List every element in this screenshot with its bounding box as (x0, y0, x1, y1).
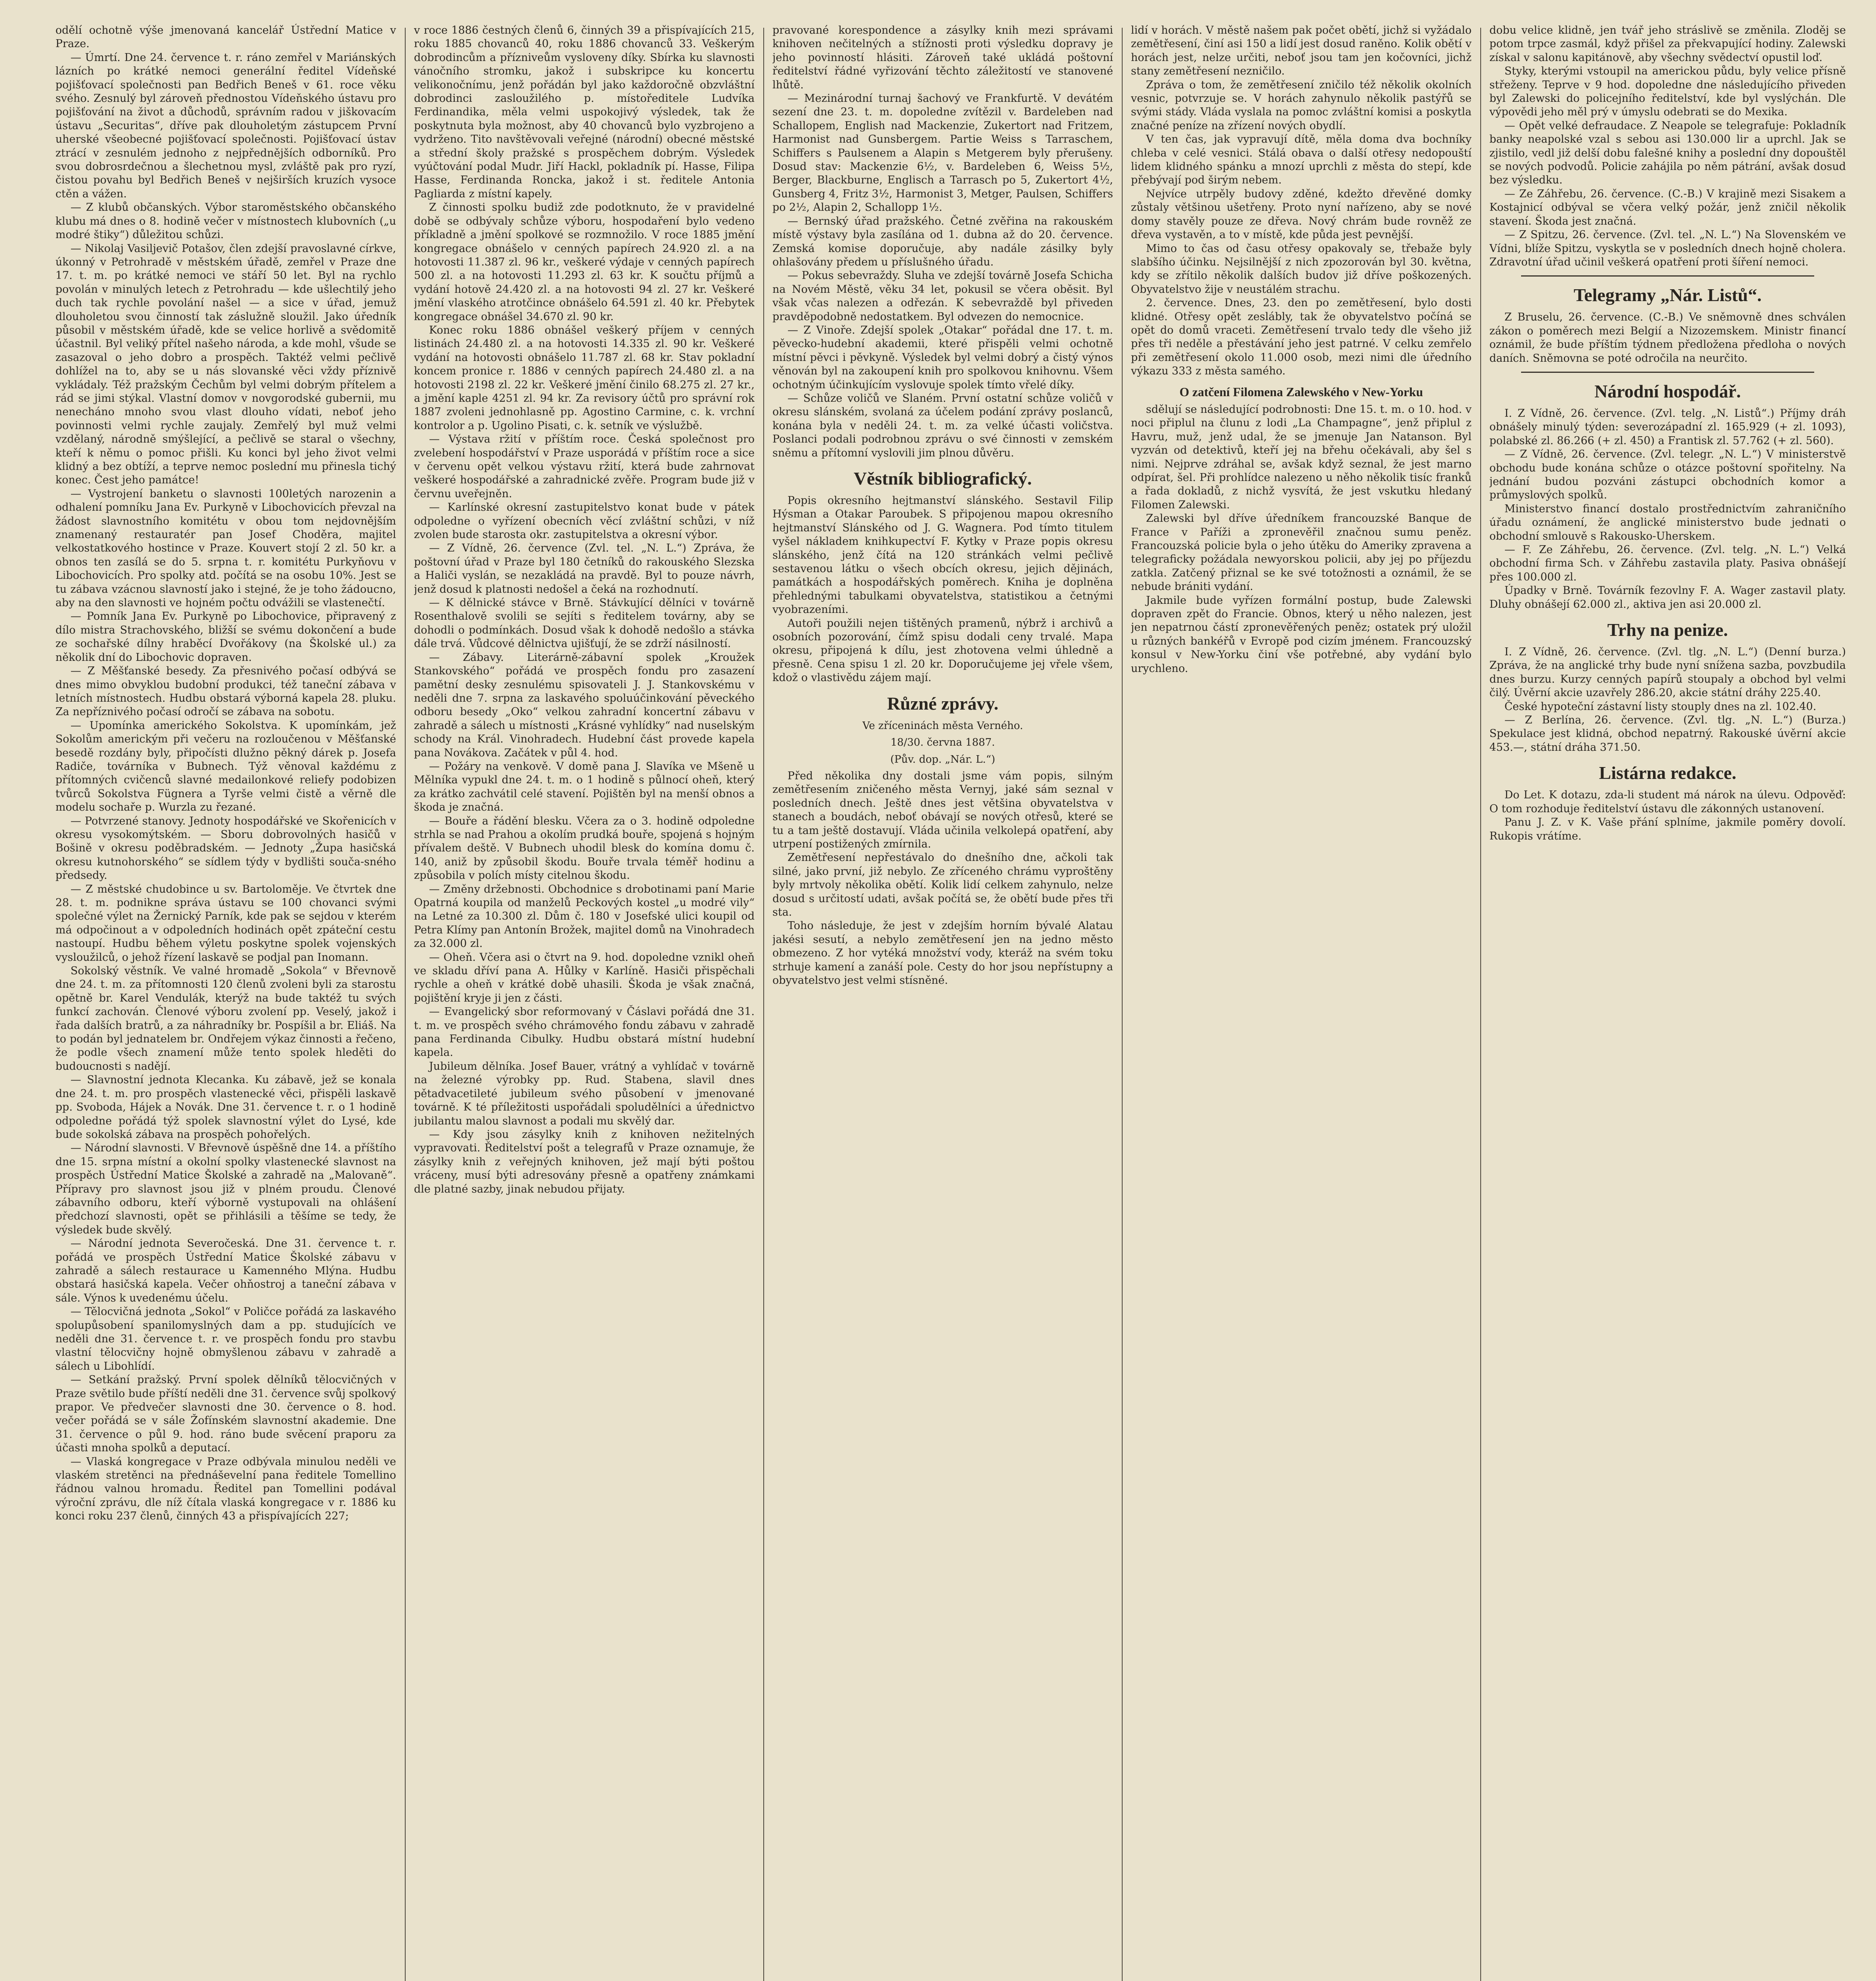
article-paragraph: Nejvíce utrpěly budovy zděné, kdežto dřevěné domky zůstaly většinou ušetřeny. Proto nyní nařízeno, aby se nové domy stavěly pouze ze dřeva. Nový chrám bude rovněž ze dřeva vystavěn, a to v místě, kde půda jest pevnější. (1131, 187, 1472, 241)
article-paragraph: — Z Berlína, 26. července. (Zvl. tlg. „N. L.“) (Burza.) Spekulace jest klidná, obchod nepatrný. Rakouské úvěrní akcie 453.—, státní dráha 371.50. (1489, 714, 1846, 754)
article-paragraph: — Výstava ržití v příštím roce. Česká společnost pro zvelebení hospodářství v Praze usporádá v příštím roce a sice v červenu opět velkou výstavu ržití, která bude zahrnovat veškeré hospodářské a zahradnické zvěře. Program bude již v červnu uveřejněn. (414, 433, 755, 500)
section-subheading: 18/30. června 1887. (890, 737, 995, 749)
article-paragraph: odělí ochotně výše jmenovaná kancelář Ústřední Matice v Praze. (55, 24, 396, 50)
article-paragraph: Toho následuje, že jest v zdejším horním bývalé Alatau jakési sesutí, a nebylo zemětřesení jen na jedno město obmezeno. Z hor vytéká množství vody, kteráž na svém toku strhuje kamení a zanáší pole. Cesty do hor jsou nepřístupny a obyvatelstvo jest velmi stísněné. (772, 920, 1113, 987)
section-heading: Věstník bibliografický. (854, 468, 1032, 489)
article-paragraph: — Z Měšťanské besedy. Za přesnivého počasí odbývá se dnes mimo obvyklou budobní produkci, též taneční zábava v letních místnostech. Hudbu obstará výborná kapela 28. pluku. Za nepříznivého počasí odročí se zábava na sobotu. (55, 665, 396, 718)
article-paragraph: — K dělnické stávce v Brně. Stávkující dělníci v továrně Rosenthalově svolili se sejíti s ředitelem továrny, aby se dohodli o podmínkách. Dosud však k dohodě nedošlo a stávka dále trvá. Vůdcové dělnictva ujišťují, že se zdrží násilností. (414, 597, 755, 650)
newspaper-page (55, 24, 1854, 1981)
article-paragraph: v roce 1886 čestných členů 6, činných 39 a přispívajících 215, roku 1885 chovanců 40, roku 1886 chovanců 33. Veškerým dobrodincům a přízniveům vysloveny díky. Sbírka ku slavnosti vánočního stromku, jakož i subskripce ku koncertu velikonočnímu, jenž pořádán byl jako každoročně obzvláštní dobrodinci zasloužilého p. místoředitele Ludvíka Ferdinandika, měla velmi uspokojivý výsledek, tak že poskytnuta byla možnost, aby 40 chovanců bylo vyzbrojeno a vydrženo. Tito navštěvovali veřejné (národní) obecné městské a střední školy pražské s prospěchem dobrým. Výsledek vyúčtování podal Mudr. Jiří Hackl, pokladník pí. Hasse, Filipa Hasse, Ferdinanda Roncka, jakož i st. ředitele Antonia Pagliarda z místní kapely. (414, 24, 755, 200)
article-paragraph: — Kdy jsou zásylky knih z knihoven nežitelných vypravovati. Ředitelství pošt a telegrafů v Praze oznamuje, že zásylky knih z veřejných knihoven, jež mají býti poštou vráceny, musí býti adresovány přesně a opatřeny známkami dle platné sazby, jinak nebudou přijaty. (414, 1128, 755, 1195)
column-rule (1480, 28, 1481, 1981)
article-paragraph: Před několika dny dostali jsme vám popis, silným zemětřesením zničeného města Vernyj, jaké sám seznal v posledních dnech. Ještě dnes jest většina obyvatelstva v stanech a boudách, neboť obávají se nových otřesů, které se tu a tam ještě dostavují. Vláda učinila velkolepá opatření, aby utrpení postižených zmírnila. (772, 769, 1113, 850)
section-heading: Různé zprávy. (887, 693, 999, 714)
section-subheading: (Pův. dop. „Nár. L.“) (890, 753, 995, 765)
article-paragraph: — Bouře a řádění blesku. Včera za o 3. hodině odpoledne strhla se nad Prahou a okolím prudká bouře, spojená s hojným přívalem deště. V Bubnech uhodil blesk do komína domu č. 140, aniž by způsobil škodu. Bouře trvala téměř hodinu a způsobila v polích místy citelnou škodu. (414, 815, 755, 882)
article-paragraph: — Potvrzené stanovy. Jednoty hospodářské ve Skořenicích v okresu vysokomýtském. — Sboru dobrovolných hasičů v Bošině v okresu poděbradském. — Jednoty „Župa hasičská okresu kutnohorského“ se sídlem týdy v bydlišti souča-sného předsedy. (55, 815, 396, 882)
article-paragraph: — Karlínské okresní zastupitelstvo konat bude v pátek odpoledne o vyřízení obecních věcí zvláštní schůzi, v níž zvolen bude starosta okr. zastupitelstva a okresní výbor. (414, 501, 755, 541)
article-paragraph: — Mezinárodní turnaj šachový ve Frankfurtě. V devátém sezení dne 23. t. m. dopoledne zvítězil v. Bardeleben nad Schallopem, English nad Mackenzie, Zukertort nad Fritzem, Harmonist nad Gunsbergem. Partie Weiss s Tarraschem, Schiffers s Paulsenem a Alapin s Metgerem byly přerušeny. Dosud stav: Mackenzie 6½, v. Bardeleben 6, Weiss 5½, Berger, Blackburne, Englisch a Tarrasch po 5, Zukertort 4½, Gunsberg 4, Fritz 3½, Harmonist 3, Metger, Paulsen, Schiffers po 2½, Alapin 2, Schallopp 1½. (772, 92, 1113, 214)
article-paragraph: — Z Vídně, 26. července. (Zvl. telegr. „N. L.“) V ministerstvě obchodu bude konána schůze o otázce poštovní spořitelny. Na jednání budou pozváni zástupci obchodních komor a průmyslových spolků. (1489, 448, 1846, 502)
article-paragraph: Úpadky v Brně. Továrník fezovlny F. A. Wager zastavil platy. Dluhy obnášejí 62.000 zl., aktiva jen asi 20.000 zl. (1489, 584, 1846, 611)
article-paragraph: — Z Vídně, 26. července (Zvl. tel. „N. L.“) Zpráva, že poštovní úřad v Praze byl 180 četníků do rakouského Slezska a Haliči vyslán, se nezakládá na pravdě. Byl to pouze návrh, jenž dosud k platnosti nedošel a čeká na rozhodnutí. (414, 542, 755, 595)
article-paragraph: — Z Spitzu, 26. července. (Zvl. tel. „N. L.“) Na Slovenském ve Vídni, blíže Spitzu, vyskytla se v posledních dnech hojně cholera. Zdravotní úřad učinil veškerá opatření proti šíření nemoci. (1489, 229, 1846, 268)
column-3 (772, 24, 1113, 1981)
article-paragraph: — Ze Záhřebu, 26. července. (C.-B.) V krajině mezi Sisakem a Kostajnicí odbýval se včera velký požár, jenž zničil několik stavení. Škoda jest značná. (1489, 187, 1846, 227)
article-paragraph: — Tělocvičná jednota „Sokol“ v Poličce pořádá za laskavého spolupůsobení spanilomyslných dam a pp. studujících ve neděli dne 31. července t. r. ve prospěch fondu pro stavbu vlastní tělocvičny hojně obmyšlenou zábavu v zahradě a sálech u Libohlídí. (55, 1305, 396, 1372)
article-paragraph: — Z Vinoře. Zdejší spolek „Otakar“ pořádal dne 17. t. m. pěvecko-hudební akademii, které přispěli velmi ochotně místní pěvci i pěvkyně. Výsledek byl velmi dobrý a čistý výnos věnován byl na zakoupení knih pro spolkovou knihovnu. Všem ochotným účinkujícím vyslovuje spolek tímto vřelé díky. (772, 324, 1113, 391)
section-heading: Národní hospodář. (1594, 381, 1741, 401)
article-paragraph: lidí v horách. V městě našem pak počet obětí, jichž si vyžádalo zemětřesení, činí asi 150 a lidí jest dosud raněno. Kolik obětí v horách jest, nelze určiti, neboť jsou tam jen kočovníci, jichž stany zemětřesení nezničilo. (1131, 24, 1472, 78)
article-paragraph: Autoři použili nejen tištěných pramenů, nýbrž i archivů a osobních pozorování, čímž spisu dodali ceny trvalé. Mapa okresu, připojená k dílu, jest zhotovena velmi úhledně a přesně. Cena spisu 1 zl. 20 kr. Doporučujeme jej vřele všem, kdož o vlastivědu zájem mají. (772, 617, 1113, 684)
section-subheading: Ve zříceninách města Verného. (862, 719, 1023, 732)
article-paragraph: — Nikolaj Vasiljevič Potašov, člen zdejší pravoslavné církve, úkonný v Petrohradě v městském úřadě, zemřel v Praze dne 17. t. m. po krátké nemoci ve stáří 50 let. Byl na rychlo povolán v minulých letech z Petrohradu — kde ušlechtilý jeho duch tak rychle povolání našel — a sice v úřad, jemuž dlouholetou svou činností tak záslužně sloužil. Jako úředník působil v městském úřadě, kde se velice horlivě a svědomitě účastnil. Byl veliký přítel našeho národa, a kde mohl, všude se zasazoval o jeho dobro a prospěch. Taktéž velmi pečlivě dohlížel na to, aby se u nás slovanské věci vždy příznivě vykládaly. Též pražským Čechům byl velmi dobrým přítelem a rád se jimi stýkal. Vlastní domov v novgorodské gubernii, mu nenecháno mnoho svou vlast dlouho vídati, neboť jeho povinnosti velmi rychle zaujaly. Zemřelý byl muž velmi vzdělaný, národně smýšlející, a pečlivě se staral o všechny, kteří k němu o pomoc přišli. Ku konci byl jeho život velmi klidný a bez obtíží, a teprve nemoc poslední mu přinesla tichý konec. Čest jeho památce! (55, 242, 396, 487)
article-paragraph: — Setkání pražský. První spolek dělníků tělocvičných v Praze světilo bude příští neděli dne 31. července svůj spolkový prapor. Ve předvečer slavnosti dne 30. července o 8. hod. večer pořádá se v sále Žofínském slavnostní akademie. Dne 31. července o půl 9. hod. ráno bude svěcení praporu za účasti mnoha spolků a deputací. (55, 1374, 396, 1454)
article-paragraph: — Vlaská kongregace v Praze odbývala minulou neděli ve vlaském stretěnci na přednáševelní pana ředitele Tomellino řádnou valnou hromadu. Ředitel pan Tomellini podával výroční zprávu, dle níž čítala vlaská kongregace v r. 1886 ku konci roku 237 členů, činných 43 a přispívajících 227; (55, 1455, 396, 1523)
article-paragraph: — Národní jednota Severočeská. Dne 31. července t. r. pořádá ve prospěch Ústřední Matice Školské zábavu v zahradě a sálech restaurace u Kamenného Mlýna. Hudbu obstará hasičská kapela. Večer ohňostroj a taneční zábava v sále. Výnos k uvedenému účelu. (55, 1237, 396, 1304)
article-paragraph: Sokolský věstník. Ve valné hromadě „Sokola“ v Břevnově dne 24. t. m. za přítomnosti 120 členů zvoleni byli za starostu opětně br. Karel Vendulák, kterýž na bude taktéž tu svých funkcí zachován. Členové výboru zvolení pp. Veselý, jakož i řada dalších bratrů, a za náhradníky br. Pospíšil a br. Eliáš. Na to podán byl jednatelem br. Ondřejem výkaz činnosti a řečeno, že podle všech znamení může tento spolek hleděti do budoucnosti s nadějí. (55, 965, 396, 1073)
section-heading: Listárna redakce. (1599, 763, 1737, 783)
column-rule (1122, 28, 1123, 1981)
article-paragraph: — Opět velké defraudace. Z Neapole se telegrafuje: Pokladník banky neapolské vzal s sebou asi 130.000 lir a uprchl. Jak se zjistilo, vedl již delší dobu falešné knihy a poslední dny dopouštěl se nových podvodů. Policie zahájila po něm pátrání, avšak dosud bez výsledku. (1489, 119, 1846, 187)
article-paragraph: — Evangelický sbor reformovaný v Čáslavi pořádá dne 31. t. m. ve prospěch svého chrámového fondu zábavu v zahradě pana Ferdinanda Cibulky. Hudbu obstará místní hudební kapela. (414, 1006, 755, 1059)
article-paragraph: — Upomínka amerického Sokolstva. K upomínkám, jež Sokolům americkým při večeru na rozloučenou v Měšťanské besedě rozdány byly, připočísti dlužno pěkný dárek p. Josefa Radiče, továrníka v Bubnech. Týž věnoval každému z přítomných cvičenců slavné medailonkové reliefy podobizen tvůrců Sokolstva Fügnera a Tyrše velmi čistě a věrně dle modelu sochaře p. Wurzla zu řezané. (55, 719, 396, 814)
article-paragraph: Zpráva o tom, že zemětřesení zničilo též několik okolních vesnic, potvrzuje se. V horách zahynulo několik pastýřů se svými stády. Vláda vyslala na pomoc zvláštní komisi a poskytla značné peníze na zřízení nových obydlí. (1131, 78, 1472, 132)
article-paragraph: — Úmrtí. Dne 24. července t. r. ráno zemřel v Mariánských lázních po krátké nemoci generální ředitel Vídeňské pojišťovací společnosti pan Bedřich Beneš v 61. roce věku svého. Zesnulý byl zároveň přednostou Vídeňského ústavu pro pojišťování na život a důchodů, správním radou v jiškovacím ústavu „Securitas“, dříve pak dlouholetým zástupcem První uherské všeobecné pojišťovací společnosti. Pojišťovací ústav ztrácí v zesnulém jednoho z nejpřednějších odborníků. Pro svou dobrosrdečnou a šlechetnou mysl, zvláště pak pro ryzí, čistou povahu byl Bedřich Beneš v nejširších kruzích vysoce ctěn a vážen. (55, 51, 396, 200)
article-paragraph: Zemětřesení nepřestávalo do dnešního dne, ačkoli tak silné, jako první, již nebylo. Ze zříceného chrámu vyproštěny byly mrtvoly několika obětí. Kolik lidí celkem zahynulo, nelze dosud s určitostí udati, avšak počítá se, že obětí bude přes tři sta. (772, 851, 1113, 918)
article-paragraph: Z činnosti spolku budiž zde podotknuto, že v pravidelné době se odbývaly schůze výboru, hospodaření bylo vedeno příkladně a jmění spolkové se rozmnožilo. V roce 1885 jmění kongregace obnášelo v cenných papírech 24.920 zl. a na hotovosti 11.387 zl. 96 kr., veškeré výdaje v cenných papírech 500 zl. a na hotovosti 11.293 zl. 63 kr. K součtu příjmů a vydání hotově 24.420 zl. a na hotovosti 94 zl. 27 kr. Veškeré jmění vlaského atrotčince obnášelo 64.591 zl. 40 kr. Přebytek kongregace obnášel 34.670 zl. 90 kr. (414, 201, 755, 323)
article-paragraph: Panu J. Z. v K. Vaše přání splníme, jakmile poměry dovolí. Rukopis vrátíme. (1489, 816, 1846, 842)
article-paragraph: Popis okresního hejtmanství slánského. Sestavil Filip Hýsman a Otakar Paroubek. S připojenou mapou okresního hejtmanství Slánského od J. G. Wagnera. Pod tímto titulem vyšel nákladem knihkupectví F. Kytky v Praze popis okresu slánského, jenž čítá na 120 stránkách velmi pečlivě sestavenou látku o všech obcích okresu, jejich dějinách, památkách a hospodářských poměrech. Kniha je doplněna přehlednými tabulkami obyvatelstva, statistikou a četnými vyobrazeními. (772, 494, 1113, 616)
article-paragraph: Mimo to čas od času otřesy opakovaly se, třebaže byly slabšího účinku. Nejsilnější z nich zpozorován byl 30. května, kdy se zřítilo několik dalších budov již dříve poškozených. Obyvatelstvo žije v neustálém strachu. (1131, 242, 1472, 296)
article-paragraph: — Slavnostní jednota Klecanka. Ku zábavě, jež se konala dne 24. t. m. pro prospěch vlastenecké věci, přispěli laskavě pp. Svoboda, Hájek a Novák. Dne 31. července t. r. o 1 hodině odpoledne pořádá týž spolek slavnostní výlet do Lysé, kde bude sokolská zábava na prospěch pohořelých. (55, 1074, 396, 1141)
section-heading: O zatčení Filomena Zalewského v New-Yorku (1179, 385, 1423, 399)
column-rule (763, 28, 764, 1981)
article-paragraph: — Vystrojení banketu o slavnosti 100letých narozenin a odhalení pomníku Jana Ev. Purkyně v Libochovicích převzal na žádost slavnostního komitétu v obou tom nejdovnějším znamenaný restauratér pan Josef Choděra, majitel velkostatkového hostince v Praze. Kouvert stojí 2 zl. 50 kr. a obnos ten zasílá se do 5. srpna t. r. komitétu Purkyňovu v Libochovicích. Pro spolky atd. počítá se na osobu 10%. Jest se tu zábava vzácnou slavností jako i stejné, že je toho žádoucno, aby na den slavnosti ve hojném počtu odvážili se vlastenečtí. (55, 487, 396, 609)
article-paragraph: — F. Ze Záhřebu, 26. července. (Zvl. telg. „N. L.“) Velká obchodní firma Sch. v Záhřebu zastavila platy. Pasiva obnášejí přes 100.000 zl. (1489, 544, 1846, 583)
article-paragraph: I. Z Vídně, 26. července. (Zvl. telg. „N. Listů“.) Příjmy dráh obnášely minulý týden: severozápadní zl. 165.929 (+ zl. 1093), polabské zl. 86.266 (+ zl. 450) a Frantisk zl. 57.762 (+ zl. 560). (1489, 407, 1846, 447)
article-paragraph: — Pomník Jana Ev. Purkyně po Libochovice, připravený z dílo mistra Strachovského, bližší se svému dokončení a bude ze sochařské dílny hraběcí Dvořákovy (na Školské ul.) za několik dní do Libochovic dopraven. (55, 610, 396, 664)
article-paragraph: Konec roku 1886 obnášel veškerý příjem v cenných listinách 24.480 zl. a na hotovosti 14.335 zl. 90 kr. Veškeré vydání na hotovosti obnášelo 11.787 zl. 68 kr. Stav pokladní koncem pronice r. 1886 v cenných papírech 24.480 zl. a na hotovosti 2198 zl. 22 kr. Veškeré jmění činilo 68.275 zl. 27 kr., a jmění kaple 4251 zl. 94 kr. Za revisory účtů pro správní rok 1887 zvoleni jednohlasně pp. Agostino Carmine, c. k. vrchní kontrolor a p. Ugolino Pisati, c. k. setník ve výslužbě. (414, 324, 755, 432)
article-paragraph: 2. července. Dnes, 23. den po zemětřesení, bylo dosti klidné. Otřesy opět zeslábly, tak že obyvatelstvo počíná se opět do domů vraceti. Zemětřesení trvalo tedy dle všeho již přes tři neděle a přestávání jeho jest patrné. V celku zemřelo při zemětřesení okolo 11.000 osob, mezi nimi dle úředního výkazu 333 z města samého. (1131, 297, 1472, 378)
article-paragraph: — Oheň. Včera asi o čtvrt na 9. hod. dopoledne vznikl oheň ve skladu dříví pana A. Hůlky v Karlíně. Hasiči přispěchali rychle a oheň v krátké době uhasili. Škoda je však značná, pojištění kryje ji jen z části. (414, 951, 755, 1004)
column-rule (405, 28, 406, 1981)
article-paragraph: — Požáry na venkově. V domě pana J. Slavíka ve Mšeně u Mělníka vypukl dne 24. t. m. o 1 hodině s půlnocí oheň, který za krátko zachvátil celé stavení. Pojištěn byl na menší obnos a škoda je značná. (414, 760, 755, 814)
section-divider (1521, 372, 1814, 373)
article-paragraph: V ten čas, jak vypravují dítě, měla doma dva bochníky chleba v celé vesnici. Stálá obava o další otřesy nedopouští lidem klidného spánku a mnozí uprchli z města do stepí, kde přebývají pod širým nebem. (1131, 133, 1472, 187)
article-paragraph: Zalewski byl dříve úředníkem francouzské Banque de France v Paříži a zpronevěřil značnou sumu peněz. Francouzská policie byla o jeho útěku do Ameriky zpravena a telegraficky požádala newyorskou policii, aby jej po příjezdu zatkla. Zatčený přiznal se ke své totožnosti a oznámil, že se nebude brániti vydání. (1131, 512, 1472, 593)
article-paragraph: — Z městské chudobince u sv. Bartoloměje. Ve čtvrtek dne 28. t. m. podnikne správa ústavu se 100 chovanci svými společné výlet na Žernický Parník, kde pak se sejdou v kterém má odpočinout a v odpoledních hodinách opět zpáteční cestu nastoupí. Hudbu během výletu poskytne spolek vojenských vysloužilců, o jehož řízení laskavě se podjal pan Inomann. (55, 883, 396, 964)
section-heading: Telegramy „Nár. Listů“. (1573, 285, 1762, 305)
article-paragraph: — Bernský úřad pražského. Četné zvěřina na rakouském místě výstavy byla zasílána od 1. dubna až do 20. července. Zemská komise doporučuje, aby nadále zásilky byly ohlašovány předem u příslušného úřadu. (772, 215, 1113, 268)
column-4 (1131, 24, 1472, 1981)
section-heading: Trhy na penize. (1607, 620, 1728, 640)
section-divider (1521, 275, 1814, 277)
article-paragraph: — Národní slavnosti. V Břevnově úspěšně dne 14. a příštího dne 15. srpna místní a okolní spolky vlastenecké slavnost na prospěch Ústřední Matice Školské a zahradě na „Malovaně“. Přípravy pro slavnost jsou již v plném proudu. Členové zábavního odboru, kteří výborně vystupovali na ohlášení předchozí slavnosti, opět se přihlásili a těšíme se tedy, že výsledek bude skvělý. (55, 1142, 396, 1236)
article-paragraph: Z Bruselu, 26. července. (C.-B.) Ve sněmovně dnes schválen zákon o poměrech mezi Belgií a Nizozemskem. Ministr financí oznámil, že bude příštím týdnem předložena předloha o nových daních. Sněmovna se poté odročila na neurčito. (1489, 311, 1846, 365)
article-paragraph: — Z klubů občanských. Výbor staroměstského občanského klubu má dnes o 8. hodině večer v místnostech klubovních („u modré štiky“) důležitou schůzi. (55, 201, 396, 241)
column-1 (55, 24, 396, 1981)
article-paragraph: Styky, kterými vstoupil na americkou půdu, byly velice přísně střeženy. Teprve v 9 hod. dopoledne dne následujícího přiveden byl Zalewski do policejního ředitelství, kde byl vyslýchán. Dle výpovědi jeho měl prý v úmyslu odebrati se do Mexika. (1489, 65, 1846, 118)
article-paragraph: — Schůze voličů ve Slaném. První ostatní schůze voličů v okresu slánském, svolaná za účelem podání zprávy poslanců, konána byla v neděli 24. t. m. za velké účasti voličstva. Poslanci podali podrobnou zprávu o své činnosti v zemském sněmu a přítomní vyslovili jim plnou důvěru. (772, 392, 1113, 459)
column-2 (414, 24, 755, 1981)
article-paragraph: sdělují se následující podrobnosti: Dne 15. t. m. o 10. hod. v noci připlul na člunu z lodi „La Champagne“, jenž připlul z Havru, muž, jenž udal, že se jmenuje Jan Natanson. Byl vyzván od detektivů, kteří jej na břehu očekávali, aby šel s nimi. Nejprve zdráhal se, avšak když seznal, že jest marno odpírat, šel. Při prohlídce nalezeno u něho několik tisíc franků a řada dokladů, z nichž vysvítá, že jest vskutku hledaný Filomen Zalewski. (1131, 403, 1472, 511)
article-paragraph: pravované korespondence a zásylky knih mezi správami knihoven nečitelných a stížnosti proti výsledku dopravy je jeho povinností hlásiti. Zároveň také ukládá poštovní ředitelství řádné vyřizování těchto záležitostí ve stanovené lhůtě. (772, 24, 1113, 91)
article-paragraph: Jubileum dělníka. Josef Bauer, vrátný a vyhlídač v továrně na železné výrobky pp. Rud. Stabena, slavil dnes pětadvacetileté jubileum svého působení v jmenované továrně. K té příležitosti uspořádali spoludělníci a úřednictvo jubilantu malou slavnost a podali mu skvělý dar. (414, 1060, 755, 1127)
article-paragraph: — Pokus sebevraždy. Sluha ve zdejší továrně Josefa Schicha na Novém Městě, věku 34 let, pokusil se včera oběsit. Byl však včas nalezen a odřezán. K sebevraždě byl přiveden pravděpodobně nedostatkem. Byl odvezen do nemocnice. (772, 269, 1113, 323)
article-paragraph: Ministerstvo financí dostalo prostřednictvím zahraničního úřadu oznámení, že anglické ministerstvo bude jednati o obchodní smlouvě s Rakousko-Uherskem. (1489, 502, 1846, 542)
article-paragraph: Do Let. K dotazu, zda-li student má nárok na úlevu. Odpověď: O tom rozhoduje ředitelství ústavu dle zákonných ustanovení. (1489, 789, 1846, 815)
article-paragraph: — Změny držebnosti. Obchodnice s drobotinami paní Marie Opatrná koupila od manželů Peckových kostel „u modré vily“ na Letné za 10.300 zl. Dům č. 180 v Josefské ulici koupil od Petra Klímy pan Antonín Brožek, majitel domů na Vinohradech za 32.000 zl. (414, 883, 755, 950)
article-paragraph: — Zábavy. Literárně-zábavní spolek „Kroužek Stankovského“ pořádá ve prospěch fondu pro zasazení pamětní desky zesnulému spisovateli J. J. Stankovskému v neděli dne 7. srpna za laskavého spoluúčinkování pěveckého odboru besedy „Oko“ velkou zahradní koncertní zábavu v zahradě a sálech u místnosti „Krásné vyhlídky“ nad nuselským schody na Král. Vinohradech. Hudební část provede kapela pana Novákova. Začátek v půl 4. hod. (414, 651, 755, 759)
article-paragraph: České hypoteční zástavní listy stouply dnes na zl. 102.40. (1504, 700, 1817, 713)
column-5 (1489, 24, 1846, 1981)
article-paragraph: Jakmile bude vyřízen formální postup, bude Zalewski dopraven zpět do Francie. Obnos, který u něho nalezen, jest jen nepatrnou částí zpronevěřených peněz; ostatek prý uložil u různých bankéřů v Evropě pod cizím jménem. Francouzský konsul v New-Yorku činí vše potřebné, aby vydání bylo urychleno. (1131, 594, 1472, 675)
article-paragraph: I. Z Vídně, 26. července. (Zvl. tlg. „N. L.“) (Denní burza.) Zpráva, že na anglické trhy bude nyní snížena sazba, povzbudila dnes burzu. Kurzy cenných papírů stoupaly a obchod byl velmi čilý. Úvěrní akcie uzavřely 286.20, akcie státní dráhy 225.40. (1489, 646, 1846, 699)
article-paragraph: dobu velice klidně, jen tvář jeho stráslivě se změnila. Zloděj se potom trpce zasmál, když přišel za překvapující hodiny. Zalewski získal v salonu kapitánově, aby všechny svědectví opustil loď. (1489, 24, 1846, 64)
